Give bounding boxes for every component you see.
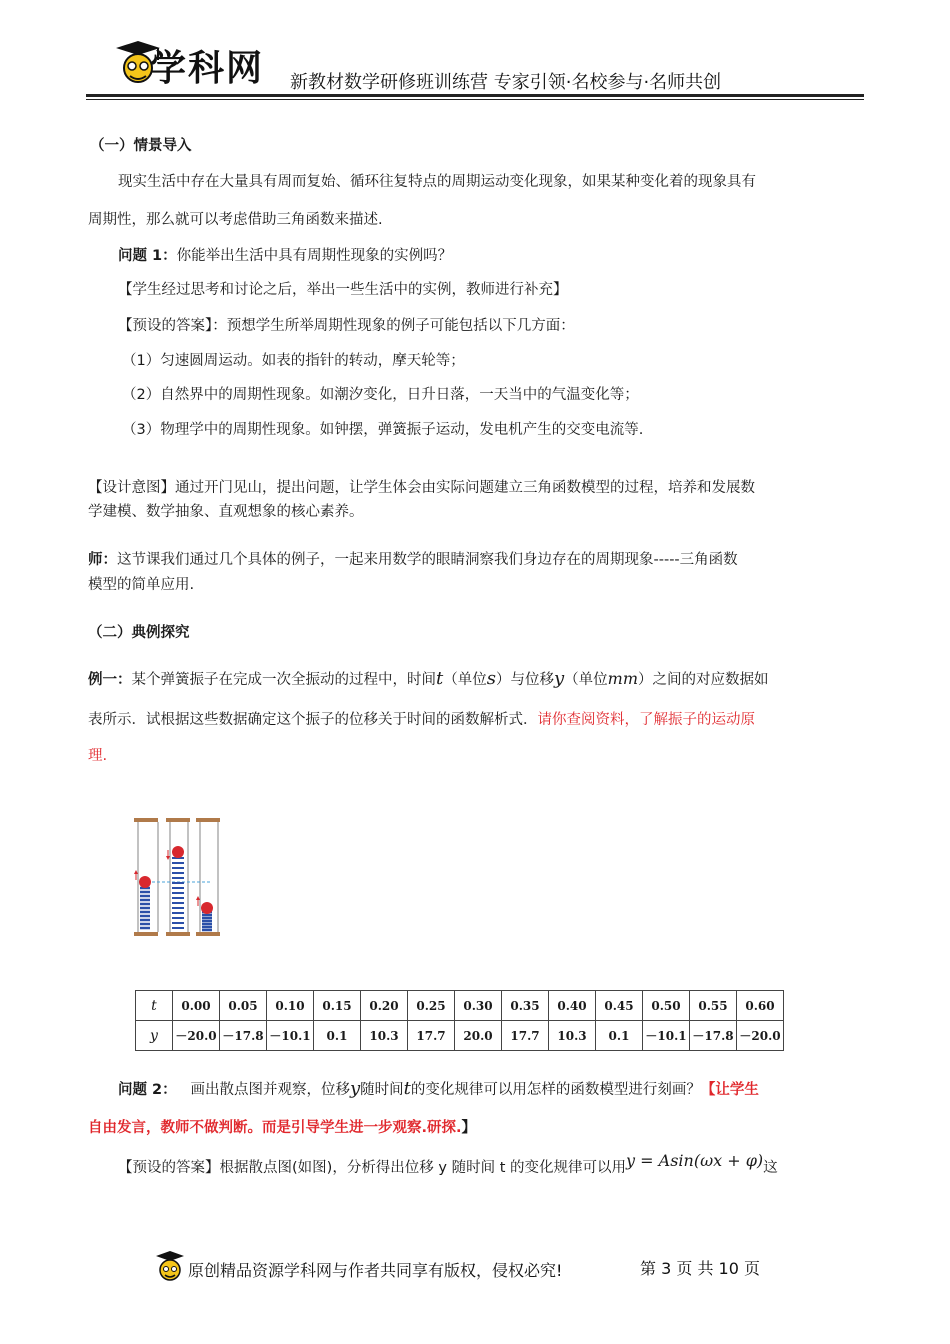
t-cell: 0.50: [643, 991, 690, 1021]
answer2-formula: y = Asin(ωx + φ): [626, 1151, 764, 1170]
y-cell: 10.3: [549, 1021, 596, 1051]
t-cell: 0.15: [314, 991, 361, 1021]
y-cell: 0.1: [596, 1021, 643, 1051]
table-row-y: [136, 1021, 784, 1051]
y-cell: 17.7: [502, 1021, 549, 1051]
example1-red-2: 理.: [88, 748, 108, 764]
intro-line-2: 周期性，那么就可以考虑借助三角函数来描述.: [88, 212, 383, 228]
example1-text-c: ）与位移: [495, 672, 554, 688]
y-cell: 10.3: [361, 1021, 408, 1051]
question1-label: 问题 1：: [118, 248, 177, 264]
answer-item-1: （1）匀速圆周运动。如表的指针的转动，摩天轮等；: [122, 353, 465, 369]
table-row-t: [136, 991, 784, 1021]
spring-oscillator-illustration: [132, 816, 224, 940]
t-cell: 0.35: [502, 991, 549, 1021]
y-cell: －10.1: [643, 1021, 690, 1051]
answer2-line: [118, 1151, 778, 1177]
logo-text: 学科网: [150, 48, 265, 89]
question2-text-b: 随时间: [360, 1082, 404, 1098]
t-cell: 0.05: [220, 991, 267, 1021]
section1-heading: （一）情景导入: [90, 138, 192, 154]
t-cell: 0.25: [408, 991, 455, 1021]
y-cell: －10.1: [267, 1021, 314, 1051]
y-cell: －20.0: [173, 1021, 220, 1051]
y-cell: －17.8: [690, 1021, 737, 1051]
teacher-text-1: 这节课我们通过几个具体的例子，一起来用数学的眼睛洞察我们身边存在的周期现象-----三角函数: [117, 552, 738, 568]
question2-text-c: 的变化规律可以用怎样的函数模型进行刻画？: [410, 1082, 701, 1098]
example1-text-e: ）之间的对应数据如: [638, 672, 769, 688]
question1: [118, 244, 452, 265]
question1-text: 你能举出生活中具有周期性现象的实例吗？: [176, 248, 453, 264]
example1-line-1: [88, 668, 769, 689]
teacher-line-2: 模型的简单应用.: [88, 577, 195, 593]
question2-bracket: 】: [461, 1120, 477, 1136]
t-cell: 0.55: [690, 991, 737, 1021]
var-s: s: [486, 668, 496, 689]
t-cell: 0.60: [737, 991, 784, 1021]
example1-text-a: 某个弹簧振子在完成一次全振动的过程中，时间: [131, 672, 436, 688]
section2-heading: （二）典例探究: [88, 625, 190, 641]
var-mm: mm: [607, 669, 638, 688]
footer-copyright: 原创精品资源学科网与作者共同享有版权，侵权必究!: [188, 1261, 563, 1280]
answer-item-2: （2）自然界中的周期性现象。如潮汐变化，日升日落，一天当中的气温变化等；: [122, 387, 639, 403]
answer2-tail: 这: [763, 1160, 778, 1176]
y-cell: 0.1: [314, 1021, 361, 1051]
question2-line-1: [118, 1078, 759, 1099]
t-cell: 0.20: [361, 991, 408, 1021]
intro-line-1: 现实生活中存在大量具有周而复始、循环往复特点的周期运动变化现象，如果某种变化着的现象具有: [118, 174, 756, 190]
example1-red-1: 请你查阅资料，了解振子的运动原: [537, 712, 755, 728]
design-intent-line-1: 【设计意图】通过开门见山，提出问题，让学生体会由实际问题建立三角函数模型的过程，培养和发展数: [88, 480, 755, 496]
t-cell: 0.45: [596, 991, 643, 1021]
footer-mascot-icon: [154, 1250, 186, 1284]
teacher-label: 师：: [88, 552, 117, 568]
example1-label: 例一：: [88, 672, 132, 688]
t-cell: 0.10: [267, 991, 314, 1021]
var-t: t: [436, 668, 444, 689]
note1: 【学生经过思考和讨论之后，举出一些生活中的实例，教师进行补充】: [118, 282, 568, 298]
question2-red-2: 自由发言，教师不做判断。而是引导学生进一步观察.研探.: [88, 1120, 462, 1136]
t-cell: 0.00: [173, 991, 220, 1021]
teacher-line-1: [88, 548, 738, 569]
example1-line-2: [88, 708, 755, 729]
y-cell: －20.0: [737, 1021, 784, 1051]
t-cell: 0.40: [549, 991, 596, 1021]
answer2-text: 【预设的答案】根据散点图(如图)，分析得出位移 y 随时间 t 的变化规律可以用: [118, 1160, 627, 1176]
y-cell: 20.0: [455, 1021, 502, 1051]
header-slogan: 新教材数学研修班训练营 专家引领·名校参与·名师共创: [290, 72, 722, 93]
y-cell: 17.7: [408, 1021, 455, 1051]
example1-text-b: （单位: [443, 672, 487, 688]
question2-label: 问题 2：: [118, 1082, 177, 1098]
displacement-table: [135, 990, 784, 1051]
footer-page-number: 第 3 页 共 10 页: [640, 1259, 760, 1278]
question2-text-a: 画出散点图并观察，位移: [190, 1082, 350, 1098]
answer-item-3: （3）物理学中的周期性现象。如钟摆，弹簧振子运动，发电机产生的交变电流等.: [122, 422, 644, 438]
table-header-y: y: [136, 1021, 173, 1051]
question2-red-1: 【让学生: [700, 1082, 759, 1098]
answer-intro: 【预设的答案】：预想学生所举周期性现象的例子可能包括以下几方面：: [118, 318, 575, 334]
question2-line-2: [88, 1116, 476, 1137]
var-y: y: [553, 668, 565, 689]
table-header-t: t: [136, 991, 173, 1021]
example1-text-d: （单位: [564, 672, 608, 688]
q2-var-t: t: [403, 1078, 411, 1099]
q2-var-y: y: [349, 1078, 361, 1099]
y-cell: －17.8: [220, 1021, 267, 1051]
header-rule-thin: [86, 99, 864, 100]
header-rule: [86, 94, 864, 97]
t-cell: 0.30: [455, 991, 502, 1021]
design-intent-line-2: 学建模、数学抽象、直观想象的核心素养。: [88, 504, 364, 520]
example1-text-f: 表所示．试根据这些数据确定这个振子的位移关于时间的函数解析式．: [88, 712, 538, 728]
